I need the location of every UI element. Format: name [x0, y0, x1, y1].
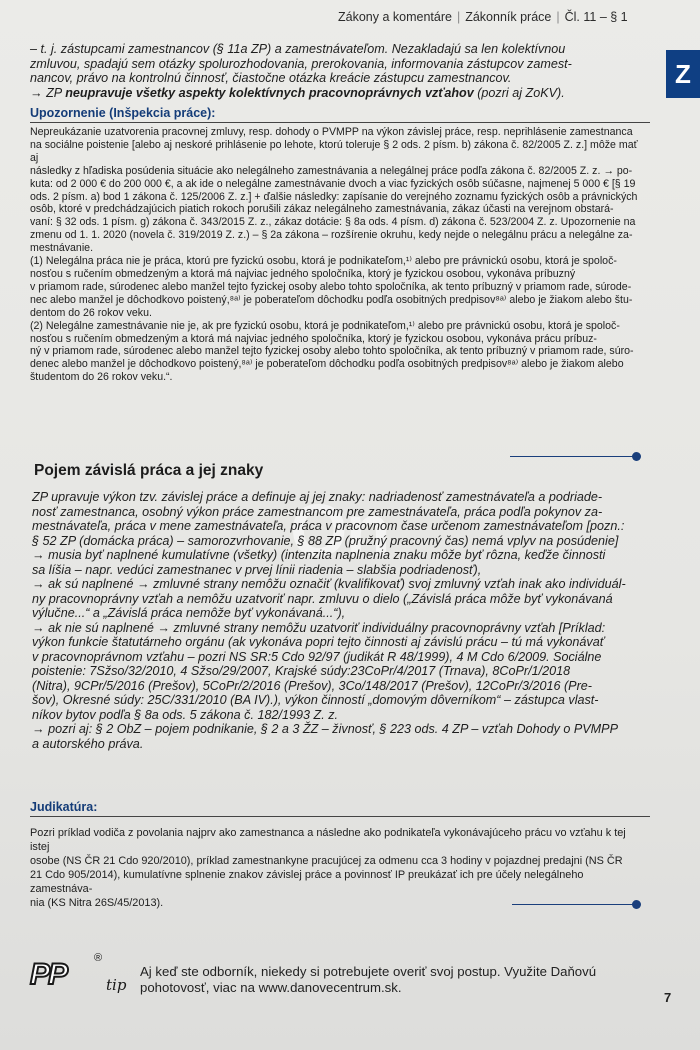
- main-line: → ak nie sú naplnené → zmluvné strany nemôžu uzatvoriť individuálny pracovnoprávny vzťah [Príklad:: [32, 620, 606, 635]
- case-law-label: Judikatúra:: [30, 800, 98, 814]
- intro-line: zmluvou, spadajú sem otázky spolurozhodovania, prerokovania, informovania zástupcov zamest-: [30, 56, 572, 71]
- case-law-end-line: [512, 904, 636, 905]
- notice-text: [30, 126, 646, 384]
- main-paragraph: [32, 490, 650, 751]
- case-law-line: 21 Cdo 905/2014), kumulatívne splnenie znakov závislej práce a povinnosť IP preukázať ich pre účely nelegálneho zamestnáva-: [30, 869, 584, 895]
- header-book-series: Zákony a komentáre: [338, 10, 452, 24]
- chapter-tab-marker: Z: [666, 50, 700, 98]
- pp-tip-word: tip: [106, 976, 127, 994]
- notice-label: Upozornenie (Inšpekcia práce):: [30, 106, 216, 120]
- notice-line: nec alebo manžel je dôchodkovo poistený,⁸ᵃ⁾ je poberateľom dôchodku podľa osobitných predpisov⁸ᵃ⁾ alebo je žiakom alebo štu-: [30, 293, 633, 306]
- case-law-end-dot: [632, 900, 641, 909]
- main-line: → pozri aj: § 2 ObZ – pojem podnikanie, § 2 a 3 ŽZ – živnosť, § 223 ods. 4 ZP – vzťah Dohody o PVMPP: [32, 722, 618, 736]
- intro-paragraph: [30, 42, 650, 100]
- notice-line: študentom do 26 rokov veku.“.: [30, 371, 173, 384]
- notice-line: na sociálne poistenie [alebo aj neskoré prihlásenie po lehote, ktorú toleruje § 2 ods. 2 písm. b) zákona č. 82/2005 Z. z.] môže mať aj: [30, 138, 638, 164]
- main-line: nosť zamestnanca, osobný výkon práce zamestnancom pre zamestnávateľa, práca podľa pokynov za-: [32, 504, 603, 519]
- notice-end-dot: [632, 452, 641, 461]
- notice-line: osôb, ktoré v predchádzajúcich piatich rokoch porušili zákaz nelegálneho zamestnávania, zákaz účasti na verejnom obstará-: [30, 203, 614, 216]
- intro-line: → ZP neupravuje všetky aspekty kolektívnych pracovnoprávnych vzťahov (pozri aj ZoKV).: [30, 85, 565, 100]
- main-line: sa líšia – napr. vedúci zamestnanec v prvej línii riadenia – slabšia podriadenosť),: [32, 562, 482, 577]
- notice-line: v priamom rade, súrodenec alebo manžel tejto fyzickej osoby alebo tohto spoločníka, ak tento príbuzný v priamom rade, súrode-: [30, 280, 632, 293]
- main-line: v pracovnoprávnom vzťahu – pozri NS SR:5 Cdo 92/97 (judikát R 48/1999), 4 M Cdo 6/2009. Sociálne: [32, 649, 602, 664]
- notice-line: následky z hľadiska posúdenia situácie ako nelegálneho zamestnávania a nelegálnej práce podľa zákona č. 82/2005 Z. z. → po-: [30, 164, 633, 177]
- main-line: výkon funkcie štatutárneho orgánu (ak vykonáva popri tejto činnosti aj závislú prácu – tú má vykonávať: [32, 635, 605, 649]
- notice-line: (2) Nelegálne zamestnávanie nie je, ak pre fyzickú osobu, ktorá je podnikateľom,¹⁾ alebo pre právnickú osobu, ktorá je spoloč-: [30, 319, 620, 332]
- registered-mark: ®: [94, 952, 103, 964]
- notice-line: kuta: od 2 000 € do 200 000 €, a ak ide o nelegálne zamestnávanie dvoch a viac fyzických osôb súčasne, najmenej 5 000 € [§ 19: [30, 177, 636, 190]
- notice-line: (1) Nelegálna práca nie je práca, ktorú pre fyzickú osobu, ktorá je podnikateľom,¹⁾ alebo pre právnickú osobu, ktorá je spoloč-: [30, 255, 617, 268]
- main-line: § 52 ZP (domácka práca) – samorozvrhovanie, § 88 ZP (pružný pracovný čas) nemá vplyv na posúdenie]: [32, 533, 619, 548]
- header-article-range: Čl. 11 – § 1: [564, 10, 628, 24]
- main-line: výlučne...“ a „Závislá práca nemôže byť vykonávaná...“),: [32, 606, 346, 620]
- case-law-rule: [30, 816, 650, 817]
- intro-line: – t. j. zástupcami zamestnancov (§ 11a ZP) a zamestnávateľom. Nezakladajú sa len kolektívnou: [30, 42, 566, 56]
- main-line: ZP upravuje výkon tzv. závislej práce a definuje aj jej znaky: nadriadenosť zamestnávateľa a podriade-: [32, 490, 603, 504]
- case-law-text: [30, 826, 646, 910]
- main-line: poistenie: 7Sžso/32/2010, 4 Sžso/29/2007, Krajské súdy:23CoPr/4/2017 (Trnava), 8CoPr/1/2018: [32, 664, 571, 678]
- notice-line: denec alebo manžel je dôchodkovo poistený,⁸ᵃ⁾ je poberateľom dôchodku podľa osobitných predpisov⁸ᵃ⁾ alebo je žiakom alebo: [30, 358, 624, 371]
- notice-line: zmenu od 1. 1. 2020 (novela č. 319/2019 Z. z.) – § 2a zákona – rozšírenie okruhu, kedy nejde o nelegálnu prácu a nelegálne za-: [30, 229, 633, 242]
- main-line: šov), Okresné súdy: 25C/331/2010 (BA IV).), výkon činností „domovým dôverníkom“ – zástupca vlast-: [32, 693, 599, 707]
- notice-line: dentom do 26 rokov veku.: [30, 306, 152, 319]
- case-law-line: Pozri príklad vodiča z povolania najprv ako zamestnanca a následne ako podnikateľa vykonávajúceho prácu vo vzťahu k tej istej: [30, 827, 626, 853]
- main-line: ny pracovnoprávny vzťah a nemôžu uzatvoriť napr. zmluvu o dielo („Závislá práca môže byť vykonávaná: [32, 591, 613, 606]
- page-number: 7: [664, 990, 672, 1005]
- main-line: → ak sú naplnené → zmluvné strany nemôžu označiť (kvalifikovať) svoj zmluvný vzťah inak ako individuál-: [32, 577, 626, 591]
- main-line: → musia byť naplnené kumulatívne (všetky) (intenzita naplnenia znaku môže byť rôzna, keďže činnosti: [32, 548, 606, 562]
- notice-rule: [30, 122, 650, 123]
- main-line: níkov bytov podľa § 8a ods. 5 zákona č. 182/1993 Z. z.: [32, 707, 338, 722]
- running-header: [338, 10, 628, 24]
- case-law-line: osobe (NS ČR 21 Cdo 920/2010), príklad zamestnankyne pracujúcej za odmenu cca 3 hodiny v pojazdnej predajni (NS ČR: [30, 855, 623, 867]
- notice-line: mestnávanie.: [30, 242, 94, 255]
- watermark: On: [290, 489, 389, 572]
- notice-end-line: [510, 456, 635, 457]
- notice-line: ný v priamom rade, súrodenec alebo manžel tejto fyzickej osoby alebo tohto spoločníka, ak tento príbuzný v priamom rade, súro-: [30, 345, 634, 358]
- case-law-line: nia (KS Nitra 26S/45/2013).: [30, 897, 164, 909]
- main-line: mestnávateľa, práca v mene zamestnávateľa, práca v pracovnom čase určenom zamestnávateľom [pozn.:: [32, 519, 625, 533]
- tip-text: Aj keď ste odborník, niekedy si potrebujete overiť svoj postup. Využite Daňovú pohotovosť, viac na www.danovecentrum.sk.: [140, 964, 597, 995]
- header-separator: |: [556, 10, 560, 24]
- notice-line: nosťou s ručením obmedzeným a ktorá má najviac jedného spoločníka, ktorý je fyzickou osobou, vykonáva prácu príbuz-: [30, 332, 597, 345]
- pp-tip-box: [18, 942, 654, 1008]
- pp-logo: PP: [30, 958, 67, 991]
- header-law-name: Zákonník práce: [465, 10, 552, 24]
- notice-line: ods. 2 písm. a) bod 1 zákona č. 125/2006 Z. z.] + ďalšie následky: zapísanie do verejného zoznamu fyzických osôb a právnických: [30, 190, 638, 203]
- main-line: (Nitra), 9CPr/5/2016 (Prešov), 5CoPr/2/2016 (Prešov), 3Co/148/2017 (Prešov), 12CoPr/3/2016 (Pre-: [32, 678, 592, 693]
- notice-line: nosťou s ručením obmedzeným a ktorá má najviac jedného spoločníka, ktorý je fyzickou osobou, vykonáva príbuzný: [30, 267, 576, 280]
- main-line: a autorského práva.: [32, 736, 144, 751]
- header-separator: |: [456, 10, 461, 24]
- intro-line: nancov, právo na kontrolnú činnosť, čiastočne otázka kreácie zástupcu zamestnancov.: [30, 71, 512, 86]
- notice-line: Nepreukázanie uzatvorenia pracovnej zmluvy, resp. dohody o PVMPP na výkon závislej práce, resp. neprihlásenie zamestnanca: [30, 126, 633, 138]
- notice-line: vaní: § 32 ods. 1 písm. g) zákona č. 343/2015 Z. z., zákaz dotácie: § 8a ods. 4 písm. d) zákona č. 523/2004 Z. z. Upozornenie na: [30, 216, 636, 229]
- section-heading: Pojem závislá práca a jej znaky: [34, 462, 264, 479]
